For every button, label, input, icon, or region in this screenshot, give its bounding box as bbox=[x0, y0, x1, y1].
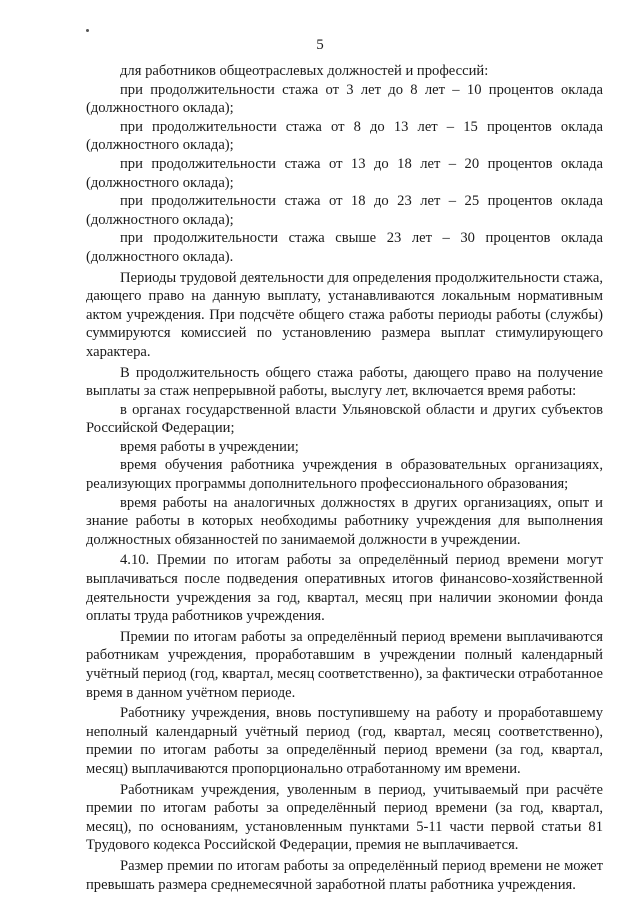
list-item: при продолжительности стажа от 3 лет до 8 лет – 10 процентов оклада (должностного оклада); bbox=[86, 81, 603, 117]
paragraph: для работников общеотраслевых должностей и профессий: bbox=[120, 63, 489, 79]
list-item: при продолжительности стажа от 8 до 13 лет – 15 процентов оклада (должностного оклада); bbox=[86, 118, 603, 154]
paragraph: Размер премии по итогам работы за определённый период времени не может превышать размера среднемесячной заработной платы работника учреждения. bbox=[86, 857, 603, 893]
paragraph: Периоды трудовой деятельности для определения продолжительности стажа, дающего право на данную выплату, устанавливаются локальным нормативным актом учреждения. При подсчёте общего стажа работы периоды работы (службы) суммируются комиссией по установлению размера выплат стимулирующего характера. bbox=[86, 269, 603, 360]
list-item: время обучения работника учреждения в образовательных организациях, реализующих программы дополнительного профессионального образования; bbox=[86, 457, 603, 493]
list-item: время работы в учреждении; bbox=[120, 438, 299, 455]
list-item: в органах государственной власти Ульяновской области и других субъектов Российской Федерации; bbox=[86, 401, 603, 437]
paragraph: В продолжительность общего стажа работы, дающего право на получение выплаты за стаж непрерывной работы, выслугу лет, включается время работы: bbox=[86, 364, 603, 400]
list-item: время работы на аналогичных должностях в других организациях, опыт и знание работы в которых необходимы работнику учреждения для выполнения должностных обязанностей по занимаемой должности в учреждении. bbox=[86, 494, 603, 548]
paragraph: Премии по итогам работы за определённый период времени выплачиваются работникам учреждения, проработавшим в учреждении полный календарный учётный период (год, квартал, месяц соответственно), за фактически отработанное время в данном учётном периоде. bbox=[86, 628, 603, 701]
page-number: 5 bbox=[316, 37, 324, 53]
list-item: при продолжительности стажа свыше 23 лет – 30 процентов оклада (должностного оклада). bbox=[86, 230, 603, 265]
paragraph: Работникам учреждения, уволенным в период, учитываемый при расчёте премии по итогам работы за определённый период времени (за год, квартал, месяц), по основаниям, установленным пунктами 5-11 части первой статьи 81 Трудового кодекса Российской Федерации, премия не выплачивается. bbox=[86, 781, 603, 854]
section-paragraph: 4.10. Премии по итогам работы за определённый период времени могут выплачиваться после подведения оперативных итогов финансово-хозяйственной деятельности учреждения за год, квартал, месяц при наличии экономии фонда оплаты труда работников учреждения. bbox=[86, 552, 603, 625]
list-item: при продолжительности стажа от 13 до 18 лет – 20 процентов оклада (должностного оклада); bbox=[86, 155, 603, 191]
document-body bbox=[86, 62, 603, 894]
paragraph: Работнику учреждения, вновь поступившему на работу и проработавшему неполный календарный учётный период (год, квартал, месяц соответственно), премии по итогам работы за определённый период времени (за год, квартал, месяц) выплачиваются пропорционально отработанному им времени. bbox=[86, 705, 603, 777]
scan-speck bbox=[86, 29, 89, 32]
list-item: при продолжительности стажа от 18 до 23 лет – 25 процентов оклада (должностного оклада); bbox=[86, 193, 603, 228]
